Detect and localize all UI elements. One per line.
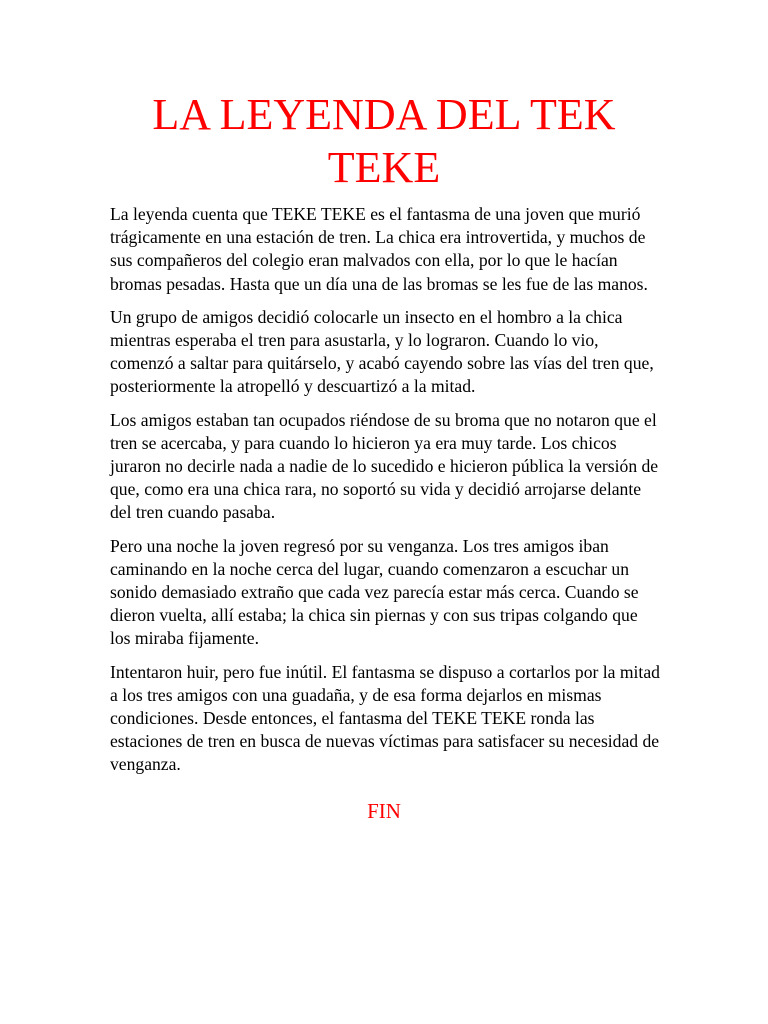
document-title: LA LEYENDA DEL TEK TEKE [152,90,616,192]
ending-text: FIN [367,799,401,823]
paragraph: Un grupo de amigos decidió colocarle un insecto en el hombro a la chica mientras esperaba el tren para asustarla, y lo lograron. Cuando lo vio, comenzó a saltar para quitárselo, y acabó cayendo sobre las vías del tren que, posteriormente la atropelló y descuartizó a la mitad. [110,306,654,397]
paragraph: Pero una noche la joven regresó por su venganza. Los tres amigos iban caminando en la noche cerca del lugar, cuando comenzaron a escuchar un sonido demasiado extraño que cada vez parecía estar más cerca. Cuando se dieron vuelta, allí estaba; la chica sin piernas y con sus tripas colgando que los miraba fijamente. [110,535,639,649]
document-body [110,203,662,787]
paragraph: Intentaron huir, pero fue inútil. El fantasma se dispuso a cortarlos por la mitad a los tres amigos con una guadaña, y de esa forma dejarlos en mismas condiciones. Desde entonces, el fantasma del TEKE TEKE ronda las estaciones de tren en busca de nuevas víctimas para satisfacer su necesidad de venganza. [110,661,660,775]
paragraph: Los amigos estaban tan ocupados riéndose de su broma que no notaron que el tren se acercaba, y para cuando lo hicieron ya era muy tarde. Los chicos juraron no decirle nada a nadie de lo sucedido e hicieron pública la versión de que, como era una chica rara, no soportó su vida y decidió arrojarse delante del tren cuando pasaba. [110,409,659,523]
paragraph: La leyenda cuenta que TEKE TEKE es el fantasma de una joven que murió trágicamente en una estación de tren. La chica era introvertida, y muchos de sus compañeros del colegio eran malvados con ella, por lo que le hacían bromas pesadas. Hasta que un día una de las bromas se les fue de las manos. [110,204,648,294]
